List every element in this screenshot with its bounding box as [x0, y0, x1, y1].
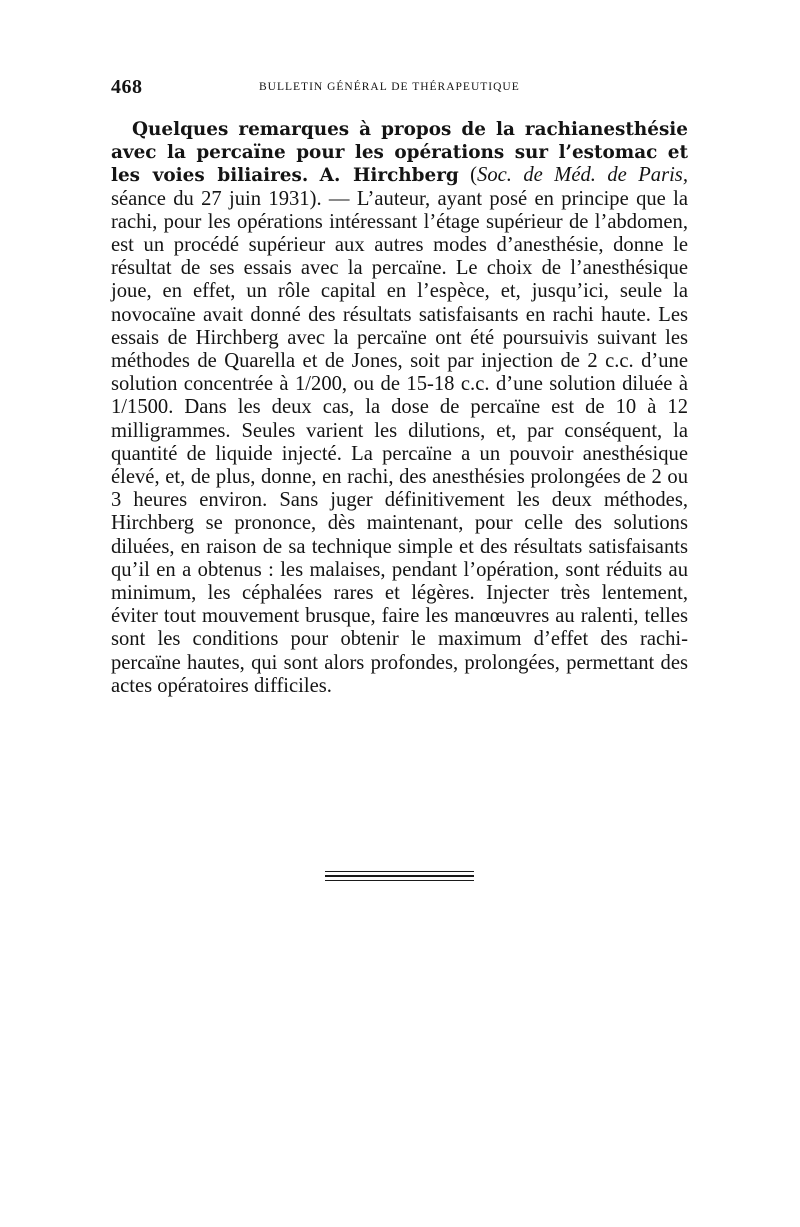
page-number: 468 — [111, 76, 143, 98]
article-source: Soc. de Méd. de Paris, — [477, 164, 688, 187]
article-body: — L’auteur, ayant posé en principe que la rachi, pour les opérations intéressant l’étage supérieur de l’abdomen, est un procédé supérieur aux autres modes d’anesthésie, donne le résultat de ses essais avec la percaïne. Le choix de l’anesthésique joue, en effet, un rôle capital en l’espèce, et, jusqu’ici, seule la novocaïne avait donné des résultats satisfaisants en rachi haute. Les essais de Hirchberg avec la percaïne ont été poursuivis suivant les méthodes de Quarella et de Jones, soit par injection de 2 c.c. d’une solution concentrée à 1/200, ou de 15-18 c.c. d’une solution diluée à 1/1500. Dans les deux cas, la dose de percaïne est de 10 à 12 milligrammes. Seules varient les dilutions, et, par conséquent, la quantité de liquide injecté. La percaïne a un pouvoir anesthésique élevé, et, de plus, donne, en rachi, des anesthésies prolongées de 2 ou 3 heures environ. Sans juger définitivement les deux méthodes, Hirchberg se prononce, dès maintenant, pour celle des solutions diluées, en raison de sa technique simple et des résultats satisfaisants qu’il en a obtenus : les malaises, pendant l’opération, sont réduits au minimum, les céphalées rares et légères. Injecter très lentement, éviter tout mouvement brusque, faire les manœuvres au ralenti, telles sont les conditions pour obtenir le maximum d’effet des rachi-percaïne hautes, qui sont alors profondes, prolongées, permettant des actes opératoires difficiles. — [111, 187, 688, 697]
journal-title: BULLETIN GÉNÉRAL DE THÉRAPEUTIQUE — [259, 81, 520, 93]
running-head — [111, 76, 688, 100]
article-paragraph — [111, 118, 688, 698]
article-author: A. Hirchberg — [319, 165, 459, 187]
closing-rule-top — [325, 871, 474, 872]
article-headline: Quelques remarques à propos de la rachianesthésie avec la percaïne pour les opérations sur l’estomac et les voies biliaires. — [111, 119, 688, 187]
article-source-date: séance du 27 juin 1931). — [111, 187, 322, 210]
closing-rule-middle — [325, 875, 474, 877]
source-open-paren: ( — [470, 164, 478, 187]
closing-rule-bottom — [325, 880, 474, 881]
